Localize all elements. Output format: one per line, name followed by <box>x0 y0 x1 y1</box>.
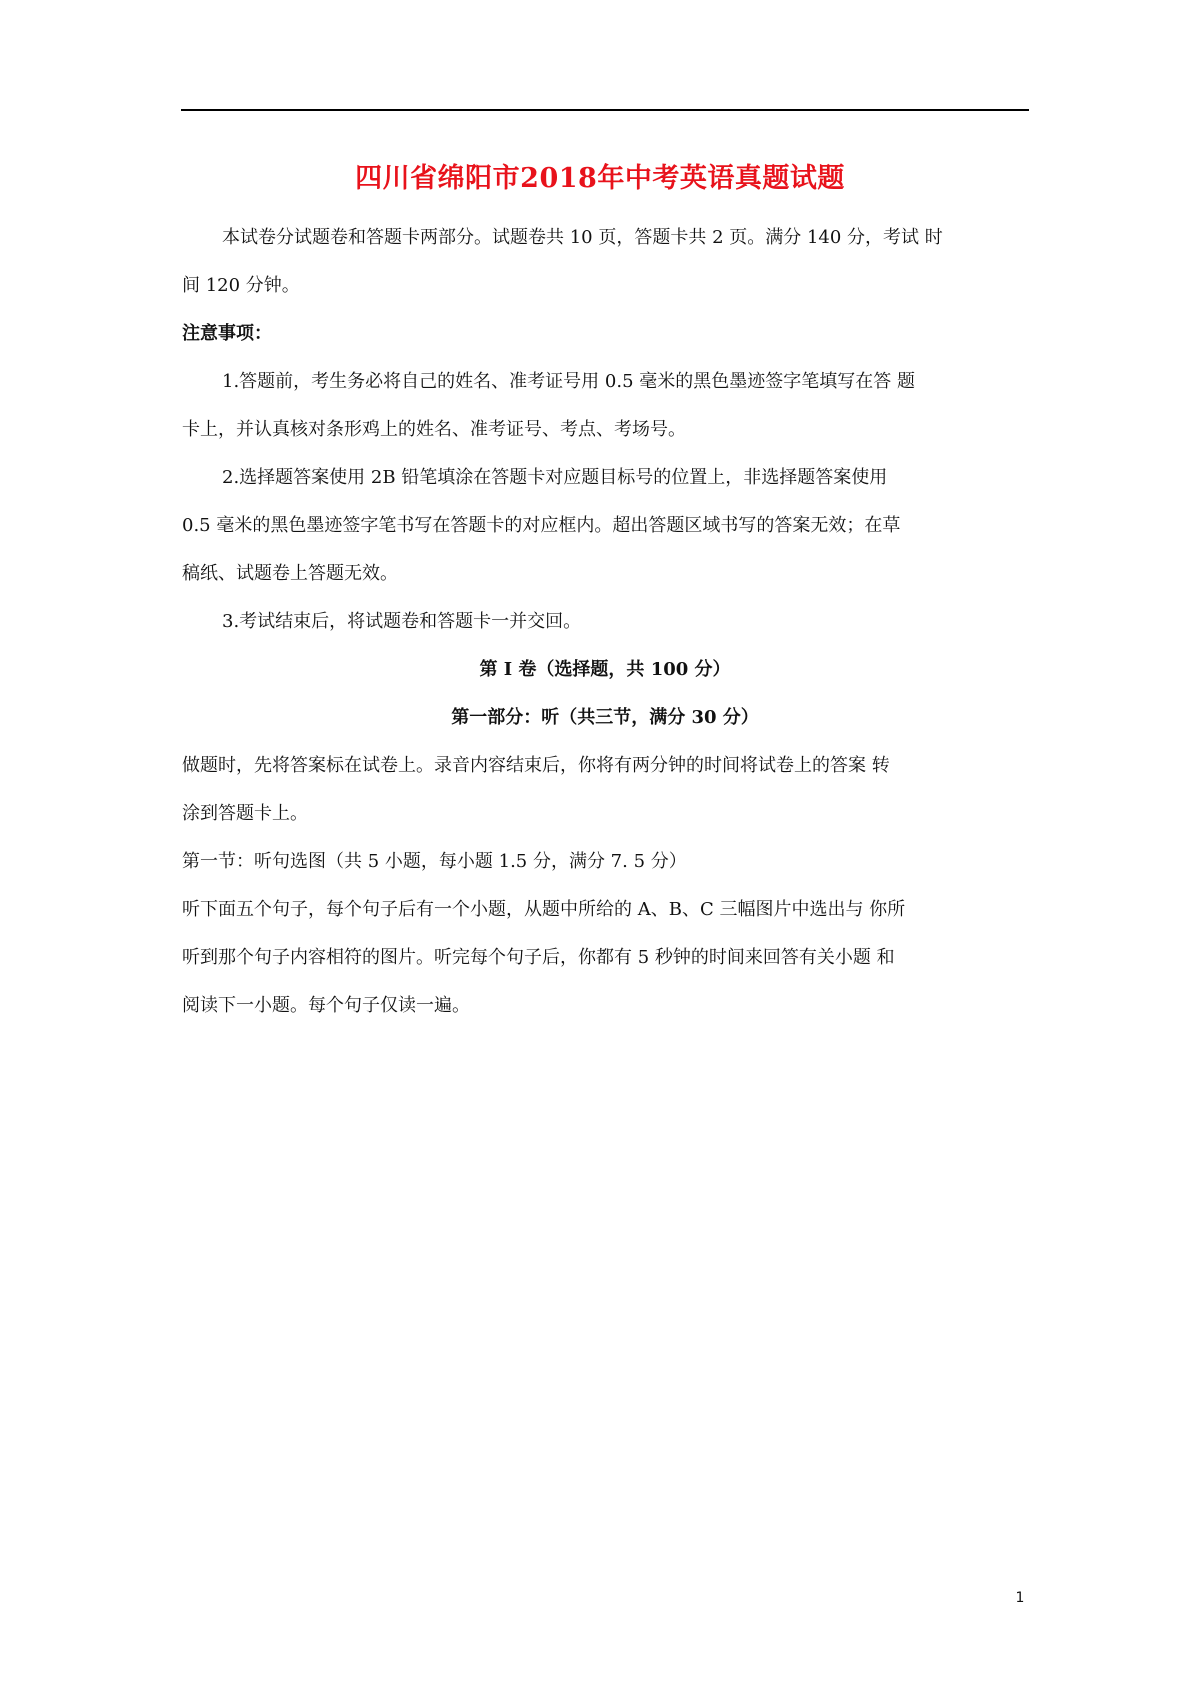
section-instructions-line: 听下面五个句子，每个句子后有一个小题，从题中所给的 A、B、C 三幅图片中选出与 你所 <box>182 899 906 920</box>
notice-item-line: 卡上，并认真核对条形鸡上的姓名、准考证号、考点、考场号。 <box>182 419 686 440</box>
notice-item-line: 2.选择题答案使用 2B 铅笔填涂在答题卡对应题目标号的位置上，非选择题答案使用 <box>222 467 888 488</box>
intro-line: 本试卷分试题卷和答题卡两部分。试题卷共 10 页，答题卡共 2 页。满分 140 分，考试 时 <box>222 227 943 248</box>
intro-line: 间 120 分钟。 <box>182 275 300 296</box>
header-rule <box>181 109 1029 111</box>
part-instructions-line: 做题时，先将答案标在试卷上。录音内容结束后，你将有两分钟的时间将试卷上的答案 转 <box>182 755 890 776</box>
notice-heading: 注意事项： <box>182 323 272 344</box>
part-heading: 第一部分：听（共三节，满分 30 分） <box>451 707 759 728</box>
section-instructions-line: 阅读下一小题。每个句子仅读一遍。 <box>182 995 470 1016</box>
notice-item-line: 1.答题前，考生务必将自己的姓名、准考证号用 0.5 毫米的黑色墨迹签字笔填写在答 题 <box>222 371 915 392</box>
notice-item-line: 3.考试结束后，将试题卷和答题卡一并交回。 <box>222 611 582 632</box>
document-title: 四川省绵阳市2018年中考英语真题试题 <box>355 163 845 194</box>
notice-item-line: 0.5 毫米的黑色墨迹签字笔书写在答题卡的对应框内。超出答题区域书写的答案无效；在草 <box>182 515 901 536</box>
section-instructions-line: 听到那个句子内容相符的图片。听完每个句子后，你都有 5 秒钟的时间来回答有关小题 和 <box>182 947 895 968</box>
section-heading: 第一节：听句选图（共 5 小题，每小题 1.5 分，满分 7. 5 分） <box>182 851 687 872</box>
page-number: 1 <box>1015 1590 1025 1606</box>
volume-heading: 第 I 卷（选择题，共 100 分） <box>479 659 731 680</box>
document-body <box>182 214 1028 1030</box>
part-instructions-line: 涂到答题卡上。 <box>182 803 308 824</box>
notice-item-line: 稿纸、试题卷上答题无效。 <box>182 563 398 584</box>
